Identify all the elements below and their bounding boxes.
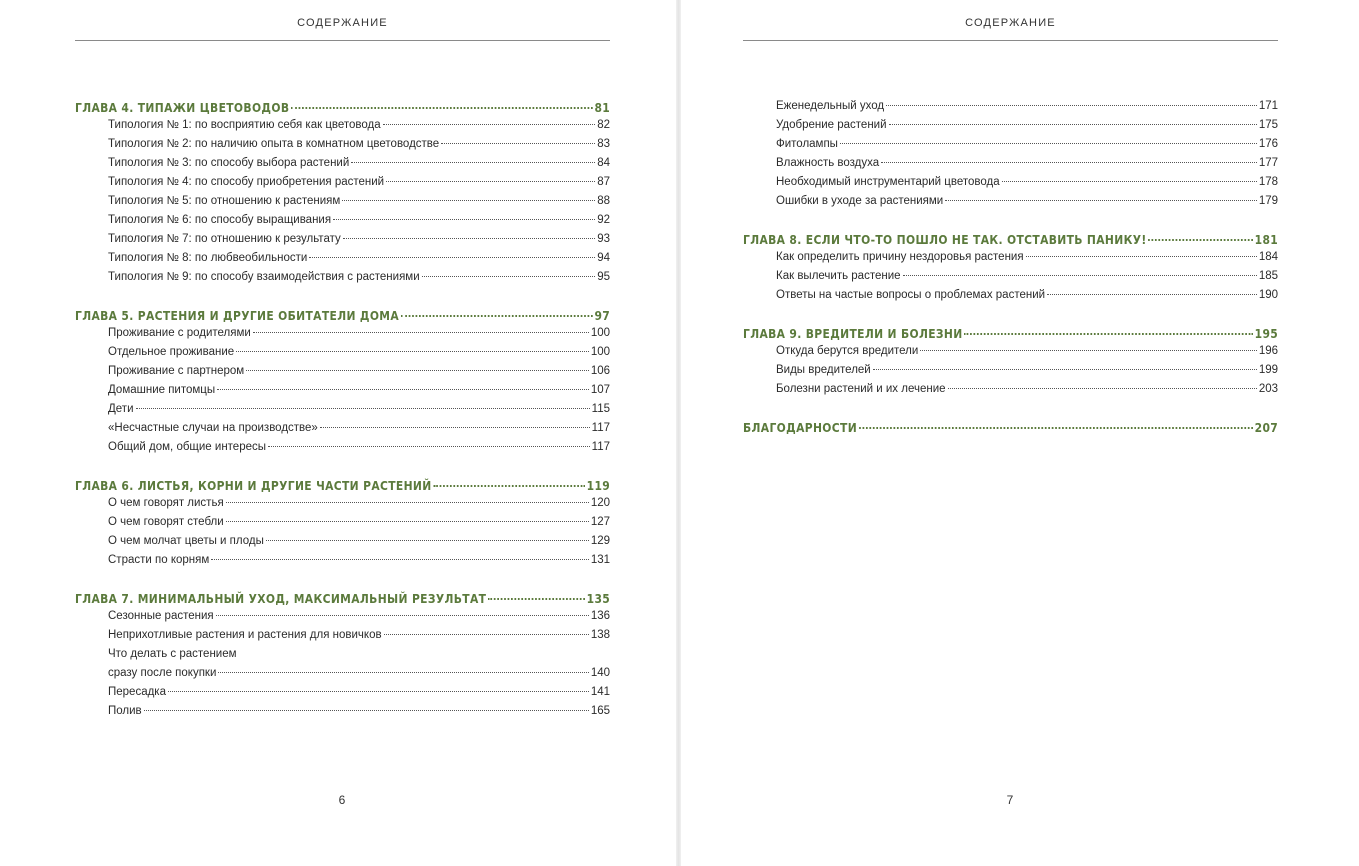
- entry-page-number: 165: [590, 705, 610, 717]
- entry-page-number: 171: [1258, 100, 1278, 112]
- toc-entry[interactable]: [75, 610, 610, 629]
- toc-entry[interactable]: [75, 214, 610, 233]
- entry-title: О чем молчат цветы и плоды: [108, 535, 264, 547]
- entry-title: Типология № 6: по способу выращивания: [108, 214, 332, 226]
- dot-leader: [386, 181, 595, 182]
- chapter-page-number: 181: [1254, 232, 1279, 247]
- chapter-title: БЛАГОДАРНОСТИ: [743, 420, 858, 435]
- entry-title: «Несчастные случаи на производстве»: [108, 422, 318, 434]
- entry-title: Удобрение растений: [776, 119, 887, 131]
- dot-leader: [920, 350, 1257, 351]
- entry-page-number: 199: [1258, 364, 1278, 376]
- toc-entry[interactable]: [75, 686, 610, 705]
- chapter-page-number: 195: [1254, 326, 1279, 341]
- entry-title: Необходимый инструментарий цветовода: [776, 176, 1000, 188]
- entry-page-number: 106: [590, 365, 610, 377]
- toc-chapter[interactable]: [743, 232, 1278, 251]
- entry-page-number: 177: [1258, 157, 1278, 169]
- entry-page-number: 127: [590, 516, 610, 528]
- toc-entry[interactable]: [743, 138, 1278, 157]
- toc-entry[interactable]: [75, 554, 610, 573]
- running-head: СОДЕРЖАНИЕ: [297, 17, 388, 29]
- dot-leader: [342, 200, 595, 201]
- toc-entry[interactable]: [75, 327, 610, 346]
- entry-title: Типология № 3: по способу выбора растений: [108, 157, 350, 169]
- entry-page-number: 94: [597, 252, 610, 264]
- toc-entry[interactable]: [743, 100, 1278, 119]
- left-page: [0, 0, 676, 866]
- toc-entry[interactable]: [75, 233, 610, 252]
- entry-title: Типология № 2: по наличию опыта в комнатном цветоводстве: [108, 138, 440, 150]
- chapter-page-number: 135: [586, 591, 611, 606]
- entry-page-number: 176: [1258, 138, 1278, 150]
- toc-entry[interactable]: [75, 422, 610, 441]
- dot-leader: [903, 275, 1257, 276]
- page-number: 6: [338, 793, 346, 807]
- dot-leader: [964, 333, 1253, 335]
- entry-page-number: 84: [597, 157, 610, 169]
- entry-title: сразу после покупки: [108, 667, 217, 679]
- toc-entry[interactable]: [743, 195, 1278, 214]
- chapter-page-number: 207: [1254, 420, 1279, 435]
- entry-page-number: 184: [1258, 251, 1278, 263]
- table-of-contents: [75, 100, 610, 724]
- dot-leader: [873, 369, 1257, 370]
- toc-entry[interactable]: [743, 345, 1278, 364]
- dot-leader: [236, 351, 589, 352]
- entry-page-number: 190: [1258, 289, 1278, 301]
- toc-entry[interactable]: [75, 441, 610, 460]
- entry-title: Типология № 7: по отношению к результату: [108, 233, 341, 245]
- entry-title: О чем говорят стебли: [108, 516, 224, 528]
- dot-leader: [253, 332, 589, 333]
- toc-entry[interactable]: [743, 364, 1278, 383]
- entry-title: Еженедельный уход: [776, 100, 885, 112]
- dot-leader: [226, 502, 589, 503]
- dot-leader: [266, 540, 589, 541]
- dot-leader: [216, 615, 589, 616]
- entry-title: Страсти по корням: [108, 554, 210, 566]
- toc-chapter[interactable]: [75, 478, 610, 497]
- entry-title: Ошибки в уходе за растениями: [776, 195, 944, 207]
- table-of-contents: [743, 100, 1278, 439]
- dot-leader: [226, 521, 589, 522]
- toc-chapter[interactable]: [743, 326, 1278, 345]
- entry-page-number: 136: [590, 610, 610, 622]
- entry-page-number: 120: [590, 497, 610, 509]
- entry-page-number: 95: [597, 271, 610, 283]
- entry-page-number: 93: [597, 233, 610, 245]
- dot-leader: [217, 389, 589, 390]
- entry-page-number: 175: [1258, 119, 1278, 131]
- entry-title: Сезонные растения: [108, 610, 214, 622]
- entry-title: Фитолампы: [776, 138, 838, 150]
- dot-leader: [889, 124, 1257, 125]
- entry-title: Проживание с партнером: [108, 365, 245, 377]
- chapter-page-number: 81: [594, 100, 611, 115]
- dot-leader: [351, 162, 595, 163]
- header-rule: [75, 40, 610, 41]
- dot-leader: [211, 559, 589, 560]
- entry-page-number: 92: [597, 214, 610, 226]
- toc-chapter[interactable]: [75, 308, 610, 327]
- toc-entry[interactable]: [75, 497, 610, 516]
- dot-leader: [1026, 256, 1257, 257]
- entry-title: Типология № 5: по отношению к растениям: [108, 195, 341, 207]
- entry-title: Что делать с растением: [108, 648, 237, 660]
- dot-leader: [291, 107, 593, 109]
- entry-page-number: 117: [591, 441, 610, 453]
- toc-entry[interactable]: [75, 119, 610, 138]
- entry-page-number: 107: [590, 384, 610, 396]
- toc-entry[interactable]: [75, 705, 610, 724]
- chapter-title: ГЛАВА 5. РАСТЕНИЯ И ДРУГИЕ ОБИТАТЕЛИ ДОМА: [75, 308, 400, 323]
- dot-leader: [246, 370, 589, 371]
- toc-chapter[interactable]: [75, 100, 610, 119]
- toc-entry[interactable]: [75, 535, 610, 554]
- entry-page-number: 88: [597, 195, 610, 207]
- chapter-title: ГЛАВА 7. МИНИМАЛЬНЫЙ УХОД, МАКСИМАЛЬНЫЙ РЕЗУЛЬТАТ: [75, 591, 487, 606]
- entry-title: Ответы на частые вопросы о проблемах растений: [776, 289, 1046, 301]
- chapter-page-number: 119: [586, 478, 611, 493]
- toc-entry[interactable]: [743, 176, 1278, 195]
- entry-page-number: 87: [597, 176, 610, 188]
- dot-leader: [309, 257, 595, 258]
- entry-title: Общий дом, общие интересы: [108, 441, 267, 453]
- entry-title: Типология № 4: по способу приобретения растений: [108, 176, 385, 188]
- dot-leader: [859, 427, 1253, 429]
- header-rule: [743, 40, 1278, 41]
- dot-leader: [945, 200, 1257, 201]
- entry-title: Неприхотливые растения и растения для новичков: [108, 629, 382, 641]
- entry-title: Типология № 8: по любвеобильности: [108, 252, 308, 264]
- entry-page-number: 141: [590, 686, 610, 698]
- toc-entry[interactable]: [75, 648, 610, 667]
- dot-leader: [384, 634, 589, 635]
- entry-page-number: 82: [597, 119, 610, 131]
- dot-leader: [422, 276, 596, 277]
- toc-entry[interactable]: [743, 270, 1278, 289]
- dot-leader: [401, 315, 593, 317]
- entry-page-number: 83: [597, 138, 610, 150]
- toc-entry[interactable]: [75, 384, 610, 403]
- page-number: 7: [1006, 793, 1014, 807]
- dot-leader: [136, 408, 590, 409]
- dot-leader: [383, 124, 596, 125]
- entry-title: Как вылечить растение: [776, 270, 901, 282]
- toc-entry[interactable]: [75, 667, 610, 686]
- toc-chapter[interactable]: [743, 420, 1278, 439]
- toc-entry[interactable]: [75, 403, 610, 422]
- chapter-title: ГЛАВА 8. ЕСЛИ ЧТО-ТО ПОШЛО НЕ ТАК. ОТСТАВИТЬ ПАНИКУ!: [743, 232, 1147, 247]
- dot-leader: [333, 219, 595, 220]
- running-head: СОДЕРЖАНИЕ: [965, 17, 1056, 29]
- dot-leader: [433, 485, 585, 487]
- chapter-title: ГЛАВА 6. ЛИСТЬЯ, КОРНИ И ДРУГИЕ ЧАСТИ РАСТЕНИЙ: [75, 478, 432, 493]
- dot-leader: [1047, 294, 1257, 295]
- dot-leader: [886, 105, 1257, 106]
- dot-leader: [320, 427, 590, 428]
- dot-leader: [840, 143, 1257, 144]
- entry-page-number: 115: [591, 403, 610, 415]
- chapter-title: ГЛАВА 9. ВРЕДИТЕЛИ И БОЛЕЗНИ: [743, 326, 963, 341]
- toc-entry[interactable]: [75, 346, 610, 365]
- right-page: [681, 0, 1359, 866]
- toc-chapter[interactable]: [75, 591, 610, 610]
- entry-title: Влажность воздуха: [776, 157, 880, 169]
- dot-leader: [881, 162, 1257, 163]
- toc-entry[interactable]: [75, 157, 610, 176]
- entry-page-number: 117: [591, 422, 610, 434]
- toc-entry[interactable]: [75, 176, 610, 195]
- entry-page-number: 179: [1258, 195, 1278, 207]
- entry-page-number: 100: [590, 327, 610, 339]
- entry-title: Пересадка: [108, 686, 166, 698]
- toc-entry[interactable]: [75, 252, 610, 271]
- entry-title: Полив: [108, 705, 142, 717]
- entry-page-number: 100: [590, 346, 610, 358]
- dot-leader: [168, 691, 589, 692]
- entry-title: О чем говорят листья: [108, 497, 224, 509]
- entry-page-number: 203: [1258, 383, 1278, 395]
- entry-title: Типология № 1: по восприятию себя как цветовода: [108, 119, 381, 131]
- entry-title: Типология № 9: по способу взаимодействия с растениями: [108, 271, 420, 283]
- toc-entry[interactable]: [75, 629, 610, 648]
- dot-leader: [488, 598, 585, 600]
- dot-leader: [441, 143, 595, 144]
- entry-page-number: 178: [1258, 176, 1278, 188]
- entry-page-number: 185: [1258, 270, 1278, 282]
- chapter-page-number: 97: [594, 308, 611, 323]
- entry-title: Проживание с родителями: [108, 327, 251, 339]
- toc-entry[interactable]: [743, 119, 1278, 138]
- toc-entry[interactable]: [75, 516, 610, 535]
- chapter-title: ГЛАВА 4. ТИПАЖИ ЦВЕТОВОДОВ: [75, 100, 290, 115]
- toc-entry[interactable]: [75, 195, 610, 214]
- entry-title: Виды вредителей: [776, 364, 871, 376]
- entry-page-number: 196: [1258, 345, 1278, 357]
- toc-entry[interactable]: [743, 251, 1278, 270]
- toc-entry[interactable]: [743, 289, 1278, 308]
- toc-entry[interactable]: [743, 383, 1278, 402]
- entry-page-number: 138: [590, 629, 610, 641]
- dot-leader: [268, 446, 590, 447]
- toc-entry[interactable]: [75, 138, 610, 157]
- entry-title: Домашние питомцы: [108, 384, 216, 396]
- dot-leader: [1148, 239, 1253, 241]
- entry-page-number: 140: [590, 667, 610, 679]
- toc-entry[interactable]: [743, 157, 1278, 176]
- dot-leader: [948, 388, 1257, 389]
- entry-title: Отдельное проживание: [108, 346, 235, 358]
- dot-leader: [1002, 181, 1257, 182]
- entry-page-number: 129: [590, 535, 610, 547]
- entry-title: Дети: [108, 403, 134, 415]
- entry-title: Откуда берутся вредители: [776, 345, 919, 357]
- entry-title: Как определить причину нездоровья растения: [776, 251, 1024, 263]
- dot-leader: [144, 710, 589, 711]
- dot-leader: [343, 238, 595, 239]
- toc-entry[interactable]: [75, 271, 610, 290]
- toc-entry[interactable]: [75, 365, 610, 384]
- entry-page-number: 131: [590, 554, 610, 566]
- dot-leader: [218, 672, 588, 673]
- entry-title: Болезни растений и их лечение: [776, 383, 946, 395]
